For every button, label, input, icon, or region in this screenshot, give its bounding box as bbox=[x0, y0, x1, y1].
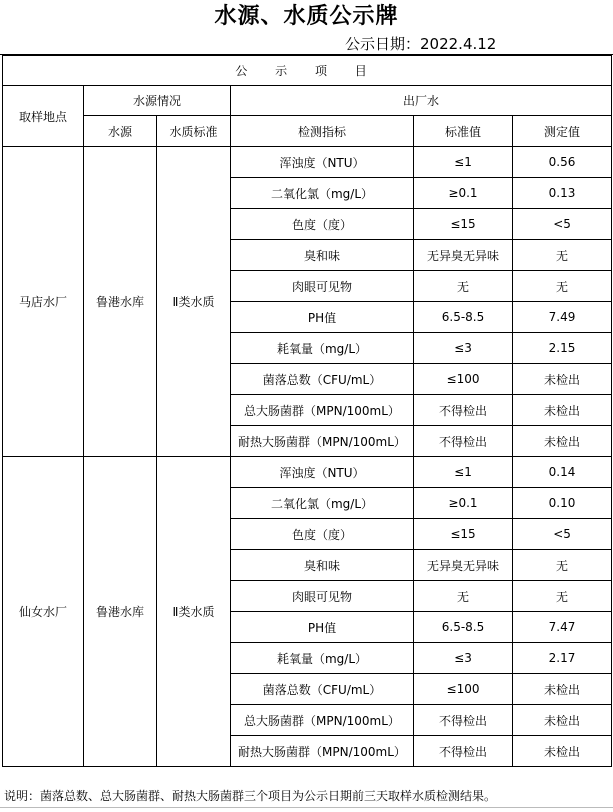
indicator-cell: 肉眼可见物 bbox=[231, 581, 414, 612]
standard-cell: ≥0.1 bbox=[414, 178, 513, 209]
standard-cell: ≥0.1 bbox=[414, 488, 513, 519]
standard-cell: 6.5-8.5 bbox=[414, 302, 513, 333]
measured-cell: 无 bbox=[513, 550, 612, 581]
standard-cell: 无异臭无异味 bbox=[414, 240, 513, 271]
measured-cell: 0.10 bbox=[513, 488, 612, 519]
source-header: 水源 bbox=[84, 116, 157, 147]
standard-cell: 不得检出 bbox=[414, 705, 513, 736]
water-quality-class: Ⅱ类水质 bbox=[157, 457, 231, 767]
standard-cell: ≤1 bbox=[414, 457, 513, 488]
standard-cell: 6.5-8.5 bbox=[414, 612, 513, 643]
standard-cell: ≤3 bbox=[414, 643, 513, 674]
location-header: 取样地点 bbox=[3, 86, 84, 147]
table-row bbox=[3, 147, 612, 178]
indicator-cell: 色度（度） bbox=[231, 209, 414, 240]
indicator-cell: 色度（度） bbox=[231, 519, 414, 550]
measured-cell: 无 bbox=[513, 581, 612, 612]
water-source: 鲁港水库 bbox=[84, 147, 157, 457]
standard-cell: 无 bbox=[414, 271, 513, 302]
standard-cell: ≤100 bbox=[414, 364, 513, 395]
measured-cell: 7.47 bbox=[513, 612, 612, 643]
indicator-cell: 浑浊度（NTU） bbox=[231, 457, 414, 488]
item-header-row bbox=[3, 56, 612, 86]
indicator-cell: 菌落总数（CFU/mL） bbox=[231, 674, 414, 705]
page-title: 水源、水质公示牌 bbox=[214, 4, 399, 29]
indicator-cell: 耐热大肠菌群（MPN/100mL） bbox=[231, 736, 414, 767]
plant-name: 马店水厂 bbox=[3, 147, 84, 457]
header-row-1 bbox=[3, 86, 612, 116]
indicator-cell: PH值 bbox=[231, 612, 414, 643]
standard-cell: ≤1 bbox=[414, 147, 513, 178]
standard-cell: 无 bbox=[414, 581, 513, 612]
measured-header: 测定值 bbox=[513, 116, 612, 147]
indicator-cell: 菌落总数（CFU/mL） bbox=[231, 364, 414, 395]
measured-cell: <5 bbox=[513, 209, 612, 240]
header-row-2 bbox=[3, 116, 612, 147]
indicator-cell: 二氧化氯（mg/L） bbox=[231, 488, 414, 519]
indicator-cell: 耗氧量（mg/L） bbox=[231, 643, 414, 674]
standard-cell: ≤15 bbox=[414, 519, 513, 550]
standard-cell: 无异臭无异味 bbox=[414, 550, 513, 581]
indicator-cell: 耐热大肠菌群（MPN/100mL） bbox=[231, 426, 414, 457]
water-quality-class: Ⅱ类水质 bbox=[157, 147, 231, 457]
measured-cell: 未检出 bbox=[513, 705, 612, 736]
standard-cell: ≤100 bbox=[414, 674, 513, 705]
indicator-cell: 耗氧量（mg/L） bbox=[231, 333, 414, 364]
quality-std-header: 水质标准 bbox=[157, 116, 231, 147]
water-source: 鲁港水库 bbox=[84, 457, 157, 767]
measured-cell: 2.17 bbox=[513, 643, 612, 674]
measured-cell: 无 bbox=[513, 271, 612, 302]
indicator-cell: 总大肠菌群（MPN/100mL） bbox=[231, 705, 414, 736]
indicator-cell: 肉眼可见物 bbox=[231, 271, 414, 302]
indicator-cell: PH值 bbox=[231, 302, 414, 333]
item-header: 公 示 项 目 bbox=[3, 56, 612, 86]
measured-cell: 0.56 bbox=[513, 147, 612, 178]
indicator-cell: 浑浊度（NTU） bbox=[231, 147, 414, 178]
measured-cell: 未检出 bbox=[513, 395, 612, 426]
standard-cell: ≤15 bbox=[414, 209, 513, 240]
outlet-header: 出厂水 bbox=[231, 86, 612, 116]
table-row bbox=[3, 457, 612, 488]
publish-date: 公示日期：2022.4.12 bbox=[345, 35, 497, 53]
standard-cell: 不得检出 bbox=[414, 426, 513, 457]
measured-cell: 0.14 bbox=[513, 457, 612, 488]
source-info-header: 水源情况 bbox=[84, 86, 231, 116]
plant-name: 仙女水厂 bbox=[3, 457, 84, 767]
measured-cell: 未检出 bbox=[513, 364, 612, 395]
measured-cell: 0.13 bbox=[513, 178, 612, 209]
footnote: 说明：菌落总数、总大肠菌群、耐热大肠菌群三个项目为公示日期前三天取样水质检测结果。 bbox=[4, 789, 497, 803]
measured-cell: <5 bbox=[513, 519, 612, 550]
measured-cell: 无 bbox=[513, 240, 612, 271]
indicator-cell: 总大肠菌群（MPN/100mL） bbox=[231, 395, 414, 426]
measured-cell: 2.15 bbox=[513, 333, 612, 364]
footer-divider bbox=[0, 807, 613, 808]
standard-header: 标准值 bbox=[414, 116, 513, 147]
indicator-header: 检测指标 bbox=[231, 116, 414, 147]
measured-cell: 7.49 bbox=[513, 302, 612, 333]
measured-cell: 未检出 bbox=[513, 736, 612, 767]
indicator-cell: 臭和味 bbox=[231, 550, 414, 581]
water-quality-table bbox=[2, 55, 612, 767]
standard-cell: ≤3 bbox=[414, 333, 513, 364]
standard-cell: 不得检出 bbox=[414, 395, 513, 426]
indicator-cell: 臭和味 bbox=[231, 240, 414, 271]
standard-cell: 不得检出 bbox=[414, 736, 513, 767]
measured-cell: 未检出 bbox=[513, 426, 612, 457]
indicator-cell: 二氧化氯（mg/L） bbox=[231, 178, 414, 209]
measured-cell: 未检出 bbox=[513, 674, 612, 705]
